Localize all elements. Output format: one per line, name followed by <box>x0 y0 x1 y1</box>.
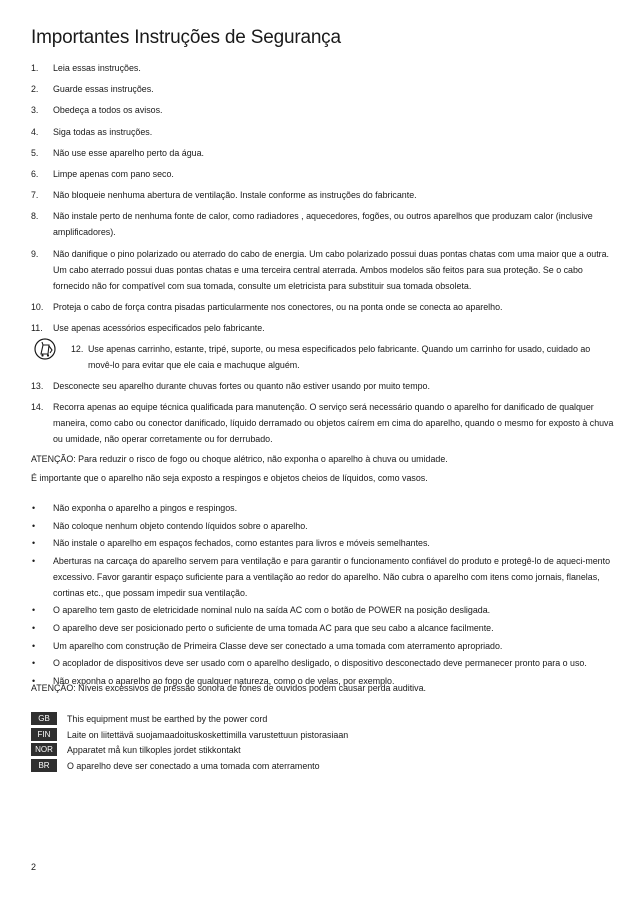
item-number: 14. <box>31 402 44 413</box>
bullet-dot: • <box>32 658 36 669</box>
item-number: 5. <box>31 147 39 158</box>
item-number: 7. <box>31 190 39 201</box>
instruction-list <box>31 60 616 453</box>
warning-fire: ATENÇÃO: Para reduzir o risco de fogo ou choque alétrico, não exponha o aparelho à chuva ou umidade. <box>31 454 448 464</box>
earthing-text: Laite on liitettävä suojamaadoituskoskettimilla varustettuun pistorasiaan <box>67 729 349 740</box>
bullet-text: Aberturas na carcaça do aparelho servem para ventilação e para garantir o funcionamento confiável do produto e protegê-lo de aqueci-mento excessivo. Favor garantir espaço suficiente para a ventilação ao redor do aparelho. Não cubra o aparelho com itens como jornais, flanelas, cortinas etc., que possam impedir sua ventilação. <box>53 555 611 598</box>
country-badge: FIN <box>31 728 57 741</box>
item-number: 9. <box>31 248 39 259</box>
list-item <box>31 399 616 447</box>
bullet-dot: • <box>32 520 36 531</box>
item-text: Não instale perto de nenhuma fonte de calor, como radiadores , aquecedores, fogões, ou outros aparelhos que produzam calor (inclusive amplificadores). <box>53 211 593 238</box>
list-item <box>31 320 616 336</box>
item-text: Não bloqueie nenhuma abertura de ventilação. Instale conforme as instruções do fabricante. <box>53 190 417 201</box>
country-badge: NOR <box>31 743 57 756</box>
item-number: 2. <box>31 84 39 95</box>
item-text: Limpe apenas com pano seco. <box>53 168 174 179</box>
item-text: Não use esse aparelho perto da água. <box>53 147 204 158</box>
list-item-cart-warning <box>31 341 616 373</box>
list-item <box>31 60 616 76</box>
page-number: 2 <box>31 862 37 872</box>
bullet-dot: • <box>32 555 36 566</box>
country-badge: GB <box>31 712 57 725</box>
earthing-row-br <box>31 758 616 774</box>
list-item <box>31 208 616 240</box>
list-item <box>31 124 616 140</box>
bullet-item <box>31 620 616 636</box>
item-number: 8. <box>31 211 39 222</box>
bullet-item <box>31 655 616 671</box>
bullet-dot: • <box>32 640 36 651</box>
item-number: 11. <box>31 322 43 333</box>
item-text: Não danifique o pino polarizado ou aterrado do cabo de energia. Um cabo polarizado possui duas pontas chatas com uma maior que a outra. Um cabo aterrado possui duas pontas chatas e uma terceira central aterrada. Ambos modelos são feitos para sua proteção. Se o cabo fornecido não for compatível com sua tomada, consulte um eletricista para substituir sua tomada obsoleta. <box>53 248 610 291</box>
bullet-text: Um aparelho com construção de Primeira Classe deve ser conectado a uma tomada com aterramento apropriado. <box>53 640 503 651</box>
bullet-text: Não coloque nenhum objeto contendo líquidos sobre o aparelho. <box>53 520 308 531</box>
bullet-dot: • <box>32 675 36 686</box>
item-text: Use apenas acessórios especificados pelo fabricante. <box>53 322 265 333</box>
earthing-text: O aparelho deve ser conectado a uma tomada com aterramento <box>67 760 320 771</box>
item-text: Leia essas instruções. <box>53 63 141 73</box>
bullet-text: O aparelho deve ser posicionado perto o suficiente de uma tomada AC para que seu cabo a alcance facilmente. <box>53 622 494 633</box>
item-number: 10. <box>31 301 44 312</box>
bullet-text: O aparelho tem gasto de eletricidade nominal nulo na saída AC com o botão de POWER na posição desligada. <box>53 605 491 616</box>
list-item <box>31 81 616 97</box>
earthing-notice <box>31 711 616 773</box>
cart-tip-over-warning-icon <box>34 337 56 361</box>
page-title: Importantes Instruções de Segurança <box>31 27 341 48</box>
bullet-text: O acoplador de dispositivos deve ser usado com o aparelho desligado, o dispositivo desconectado deve permanecer pronto para o uso. <box>53 658 587 669</box>
bullet-list <box>31 500 616 690</box>
earthing-row-gb <box>31 711 616 727</box>
bullet-text: Não instale o aparelho em espaços fechados, como estantes para livros e móveis semelhantes. <box>53 538 430 549</box>
bullet-text: Não exponha o aparelho a pingos e respingos. <box>53 503 238 513</box>
earthing-text: This equipment must be earthed by the power cord <box>67 714 268 724</box>
item-number: 1. <box>31 63 39 73</box>
list-item <box>31 187 616 203</box>
earthing-row-nor <box>31 742 616 758</box>
item-number: 13. <box>31 381 44 392</box>
item-text: Desconecte seu aparelho durante chuvas fortes ou quanto não estiver usando por muito tempo. <box>53 381 430 392</box>
bullet-dot: • <box>32 538 36 549</box>
bullet-item <box>31 535 616 551</box>
list-item <box>31 145 616 161</box>
warning-hearing: ATENÇÃO: Níveis excessivos de pressão sonora de fones de ouvidos podem causar perda auditiva. <box>31 683 426 693</box>
item-number: 4. <box>31 126 39 137</box>
bullet-item <box>31 500 616 516</box>
list-item <box>31 299 616 315</box>
list-item <box>31 246 616 294</box>
bullet-item <box>31 518 616 534</box>
list-item <box>31 102 616 118</box>
earthing-row-fin <box>31 727 616 743</box>
item-text: Siga todas as instruções. <box>53 126 153 137</box>
item-text: Use apenas carrinho, estante, tripé, suporte, ou mesa especificados pelo fabricante. Quando um carrinho for usado, cuidado ao movê-lo para evitar que ele caia e machuque alguém. <box>88 344 591 371</box>
item-number: 12. <box>71 344 84 355</box>
bullet-dot: • <box>32 622 36 633</box>
list-item <box>31 166 616 182</box>
country-badge: BR <box>31 759 57 772</box>
bullet-item <box>31 553 616 601</box>
item-number: 3. <box>31 105 39 116</box>
bullet-item <box>31 602 616 618</box>
bullet-item <box>31 638 616 654</box>
bullet-text: Não exponha o aparelho ao fogo de qualquer natureza, como o de velas, por exemplo. <box>53 675 395 686</box>
warning-liquids: É importante que o aparelho não seja exposto a respingos e objetos cheios de líquidos, como vasos. <box>31 473 428 483</box>
item-number: 6. <box>31 168 39 179</box>
bullet-dot: • <box>32 605 36 616</box>
bullet-dot: • <box>32 503 36 513</box>
earthing-text: Apparatet må kun tilkoples jordet stikkontakt <box>67 745 241 755</box>
item-text: Obedeça a todos os avisos. <box>53 105 163 116</box>
item-text: Proteja o cabo de força contra pisadas particularmente nos conectores, ou na ponta onde se conecta ao aparelho. <box>53 301 503 312</box>
item-text: Recorra apenas ao equipe técnica qualificada para manutenção. O serviço será necessário quando o aparelho for danificado de qualquer maneira, como cabo ou conector danificado, líquido derramado ou objetos caírem em cima do aparelho, quando o mesmo for exposto à chuva ou umidade, não operar corretamente ou for derrubado. <box>53 402 614 445</box>
item-text: Guarde essas instruções. <box>53 84 154 95</box>
list-item <box>31 378 616 394</box>
